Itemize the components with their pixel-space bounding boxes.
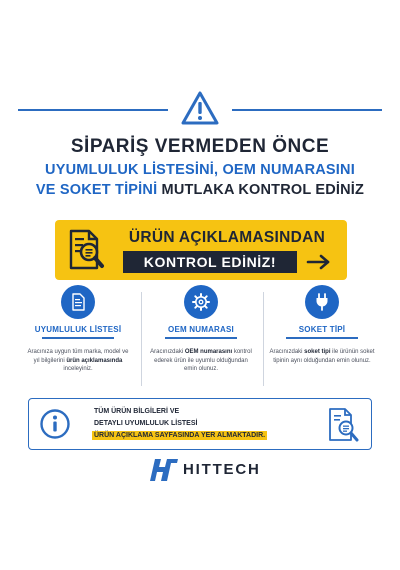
column-description: Aracınızdaki soket tipi ile ürünün soket tipinin aynı olduğundan emin olunuz. bbox=[269, 349, 375, 364]
column-description: Aracınıza uygun tüm marka, model ve yıl bilgilerini ürün açıklamasında inceleyiniz. bbox=[27, 349, 129, 372]
divider-left bbox=[18, 109, 168, 111]
document-icon bbox=[61, 285, 95, 319]
column-separator bbox=[141, 292, 142, 386]
column-description: Aracınızdaki OEM numarasını kontrol ederek ürün ile uyumlu olduğundan emin olunuz. bbox=[150, 349, 252, 372]
page-title: SİPARİŞ VERMEDEN ÖNCE bbox=[70, 136, 330, 157]
document-search-icon bbox=[326, 407, 360, 443]
divider-right bbox=[232, 109, 382, 111]
warning-icon bbox=[180, 90, 220, 126]
subtitle-line-2 bbox=[0, 182, 400, 198]
info-line-3-highlight: ÜRÜN AÇIKLAMA SAYFASINDA YER ALMAKTADIR. bbox=[94, 432, 266, 439]
document-search-icon bbox=[65, 228, 105, 272]
column-divider bbox=[42, 337, 114, 339]
gear-icon bbox=[184, 285, 218, 319]
arrow-right-icon bbox=[306, 254, 332, 270]
column-title: SOKET TİPİ bbox=[298, 325, 346, 334]
hittech-logo-icon bbox=[147, 457, 179, 483]
subtitle-blue-part: VE SOKET TİPİNİ bbox=[35, 182, 158, 198]
column-title: UYUMLULUK LİSTESİ bbox=[34, 325, 122, 334]
brand-name: HITTECH bbox=[183, 461, 261, 478]
banner-title: ÜRÜN AÇIKLAMASINDAN bbox=[128, 229, 326, 246]
column-divider bbox=[286, 337, 358, 339]
check-now-label: KONTROL EDİNİZ! bbox=[123, 251, 297, 273]
column-divider bbox=[165, 337, 237, 339]
info-line-2: DETAYLI UYUMLULUK LİSTESİ bbox=[94, 420, 198, 427]
column-separator bbox=[263, 292, 264, 386]
info-box bbox=[28, 398, 372, 450]
column-title: OEM NUMARASI bbox=[168, 325, 234, 334]
info-icon bbox=[39, 408, 71, 440]
plug-icon bbox=[305, 285, 339, 319]
check-description-banner bbox=[55, 220, 347, 280]
subtitle-dark-part: MUTLAKA KONTROL EDİNİZ bbox=[161, 182, 365, 198]
info-line-1: TÜM ÜRÜN BİLGİLERİ VE bbox=[94, 408, 180, 415]
subtitle-line-1: UYUMLULUK LİSTESİNİ, OEM NUMARASINI bbox=[45, 162, 355, 178]
